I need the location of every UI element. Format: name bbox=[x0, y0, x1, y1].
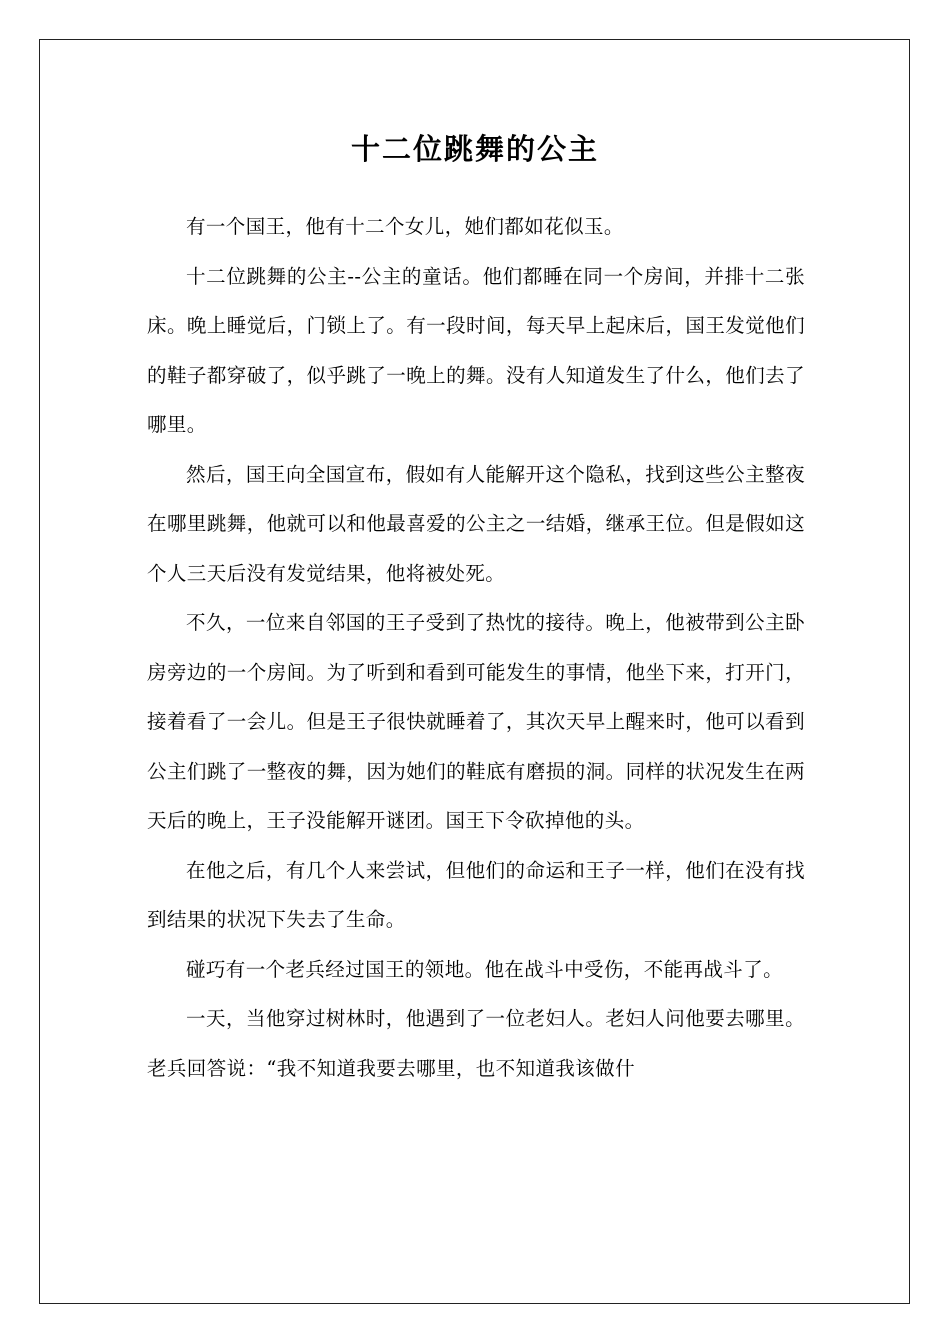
paragraph: 有一个国王，他有十二个女儿，她们都如花似玉。 bbox=[186, 215, 624, 238]
paragraph: 碰巧有一个老兵经过国王的领地。他在战斗中受伤，不能再战斗了。 bbox=[186, 957, 784, 981]
document-body bbox=[147, 202, 805, 1093]
paragraph: 在他之后，有几个人来尝试，但他们的命运和王子一样，他们在没有找到结果的状况下失去了生命。 bbox=[147, 858, 805, 931]
paragraph: 十二位跳舞的公主--公主的童话。他们都睡在同一个房间，并排十二张床。晚上睡觉后，门锁上了。有一段时间，每天早上起床后，国王发觉他们的鞋子都穿破了，似乎跳了一晚上的舞。没有人知道发生了什么，他们去了哪里。 bbox=[147, 264, 805, 436]
paragraph: 不久，一位来自邻国的王子受到了热忱的接待。晚上，他被带到公主卧房旁边的一个房间。为了听到和看到可能发生的事情，他坐下来，打开门，接着看了一会儿。但是王子很快就睡着了，其次天早上醒来时，他可以看到公主们跳了一整夜的舞，因为她们的鞋底有磨损的洞。同样的状况发生在两天后的晚上，王子没能解开谜团。国王下令砍掉他的头。 bbox=[147, 611, 805, 832]
paragraph: 然后，国王向全国宣布，假如有人能解开这个隐私，找到这些公主整夜在哪里跳舞，他就可以和他最喜爱的公主之一结婚，继承王位。但是假如这个人三天后没有发觉结果，他将被处死。 bbox=[147, 462, 805, 585]
paragraph: 一天，当他穿过树林时，他遇到了一位老妇人。老妇人问他要去哪里。老兵回答说：“我不知道我要去哪里，也不知道我该做什 bbox=[147, 1007, 805, 1080]
document-title: 十二位跳舞的公主 bbox=[350, 132, 599, 166]
